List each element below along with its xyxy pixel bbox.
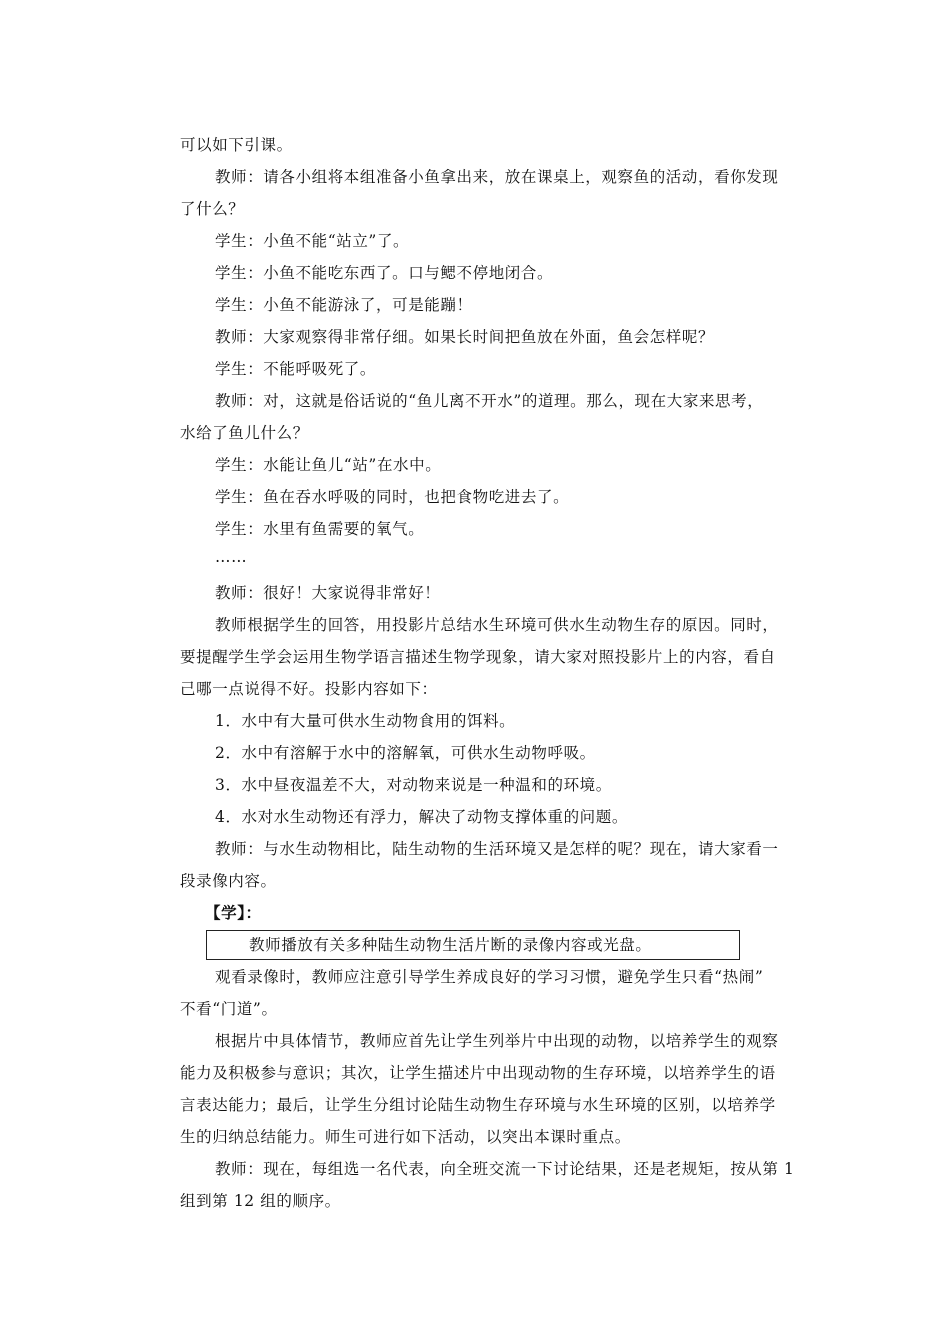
paragraph-line: 学生：小鱼不能吃东西了。口与鳃不停地闭合。 — [215, 264, 554, 282]
paragraph-line: 水给了鱼儿什么？ — [180, 424, 309, 442]
paragraph-line: 教师：与水生动物相比，陆生动物的生活环境又是怎样的呢？现在，请大家看一 — [215, 840, 779, 858]
paragraph-line: 要提醒学生学会运用生物学语言描述生物学现象，请大家对照投影片上的内容，看自 — [180, 648, 776, 666]
paragraph-line: 学生：水能让鱼儿“站”在水中。 — [215, 456, 442, 474]
paragraph-line: 学生：小鱼不能游泳了，可是能蹦！ — [215, 296, 473, 314]
framed-note-text: 教师播放有关多种陆生动物生活片断的录像内容或光盘。 — [249, 936, 652, 954]
paragraph-line: 教师：请各小组将本组准备小鱼拿出来，放在课桌上，观察鱼的活动，看你发现 — [215, 168, 779, 186]
paragraph-line: 教师根据学生的回答，用投影片总结水生环境可供水生动物生存的原因。同时， — [215, 616, 779, 634]
paragraph-line: 教师：对，这就是俗话说的“鱼儿离不开水”的道理。那么，现在大家来思考， — [215, 392, 764, 410]
paragraph-line: 教师：很好！大家说得非常好！ — [215, 584, 441, 602]
paragraph-line: 了什么？ — [180, 200, 245, 218]
paragraph-line: 组到第 12 组的顺序。 — [180, 1192, 341, 1210]
paragraph-line: 学生：鱼在吞水呼吸的同时，也把食物吃进去了。 — [215, 488, 570, 506]
paragraph-line: 言表达能力；最后，让学生分组讨论陆生动物生存环境与水生环境的区别，以培养学 — [180, 1096, 776, 1114]
paragraph-line: 生的归纳总结能力。师生可进行如下活动，以突出本课时重点。 — [180, 1128, 631, 1146]
paragraph-line: 学生：水里有鱼需要的氧气。 — [215, 520, 425, 538]
paragraph-line: 教师：现在，每组选一名代表，向全班交流一下讨论结果，还是老规矩，按从第 1 — [215, 1160, 795, 1178]
list-item: 2．水中有溶解于水中的溶解氧，可供水生动物呼吸。 — [215, 744, 596, 762]
paragraph-line: 能力及积极参与意识；其次，让学生描述片中出现动物的生存环境，以培养学生的语 — [180, 1064, 776, 1082]
paragraph-line: 观看录像时，教师应注意引导学生养成良好的学习习惯，避免学生只看“热闹” — [215, 968, 764, 986]
section-heading: 【学】： — [205, 903, 262, 922]
paragraph-line: 学生：小鱼不能“站立”了。 — [215, 232, 410, 250]
ellipsis-line: …… — [215, 548, 248, 566]
paragraph-line: 根据片中具体情节，教师应首先让学生列举片中出现的动物，以培养学生的观察 — [215, 1032, 779, 1050]
paragraph-line: 段录像内容。 — [180, 872, 277, 890]
paragraph-line: 不看“门道”。 — [180, 1000, 278, 1018]
list-item: 3．水中昼夜温差不大，对动物来说是一种温和的环境。 — [215, 776, 612, 794]
list-item: 1．水中有大量可供水生动物食用的饵料。 — [215, 712, 516, 730]
paragraph-line: 学生：不能呼吸死了。 — [215, 360, 377, 378]
paragraph-line: 教师：大家观察得非常仔细。如果长时间把鱼放在外面，鱼会怎样呢？ — [215, 328, 715, 346]
list-item: 4．水对水生动物还有浮力，解决了动物支撑体重的问题。 — [215, 808, 628, 826]
paragraph-line: 可以如下引课。 — [180, 136, 293, 154]
paragraph-line: 己哪一点说得不好。投影内容如下： — [180, 680, 438, 698]
framed-note-box — [206, 930, 740, 960]
